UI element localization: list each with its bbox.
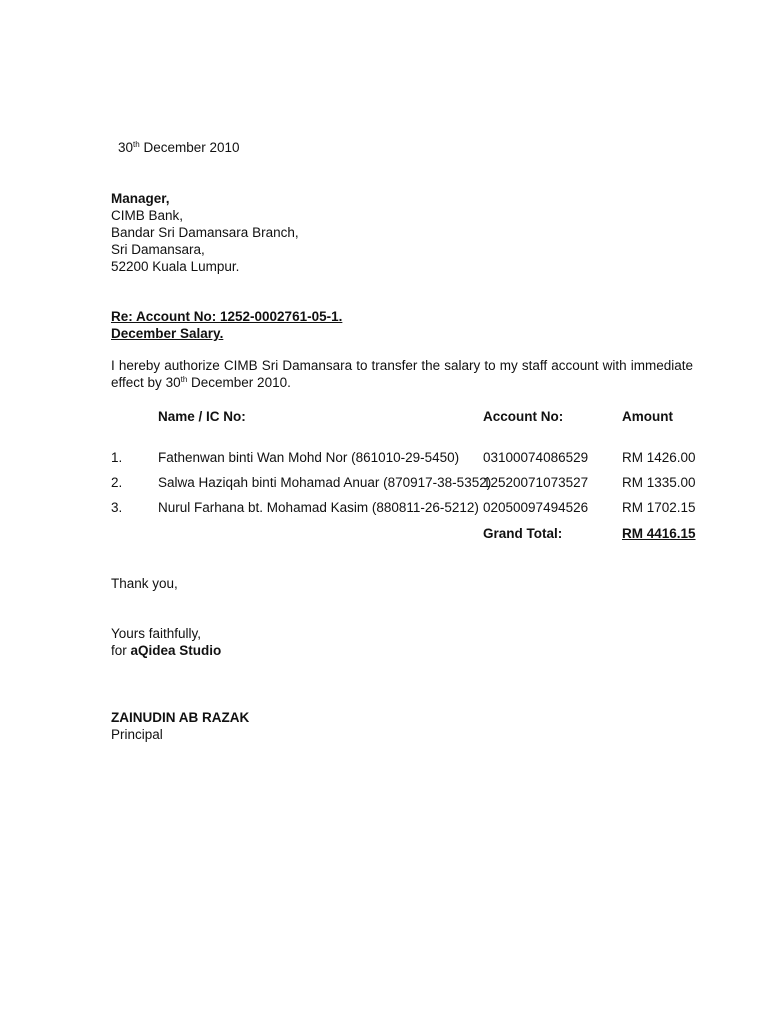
row-account: 12520071073527 [483,475,589,490]
header-name-ic: Name / IC No: [158,409,246,424]
subject-account: Re: Account No: 1252-0002761-05-1. [111,309,343,324]
row-number: 1. [111,450,123,465]
closing-yours: Yours faithfully, [111,626,202,641]
signatory-name: ZAINUDIN AB RAZAK [111,710,250,725]
body-paragraph: I hereby authorize CIMB Sri Damansara to transfer the salary to my staff account with immediate effect by 30th December 2010. [111,358,693,390]
row-amount: RM 1426.00 [622,450,696,465]
row-amount: RM 1335.00 [622,475,696,490]
row-name: Fathenwan binti Wan Mohd Nor (861010-29-5450) [158,450,460,465]
row-number: 2. [111,475,123,490]
signatory-role: Principal [111,727,163,742]
row-name: Nurul Farhana bt. Mohamad Kasim (880811-26-5212) [158,500,479,515]
recipient-line: CIMB Bank, [111,208,184,223]
recipient-line: Bandar Sri Damansara Branch, [111,225,299,240]
recipient-line: Sri Damansara, [111,242,205,257]
header-account: Account No: [483,409,564,424]
row-account: 03100074086529 [483,450,589,465]
letter-date: 30th December 2010 [118,140,240,155]
closing-thanks: Thank you, [111,576,178,591]
row-number: 3. [111,500,123,515]
row-account: 02050097494526 [483,500,589,515]
row-name: Salwa Haziqah binti Mohamad Anuar (870917-38-5352) [158,475,492,490]
recipient-line: 52200 Kuala Lumpur. [111,259,240,274]
row-amount: RM 1702.15 [622,500,696,515]
closing-company-line: for aQidea Studio [111,643,222,658]
subject-topic: December Salary. [111,326,224,341]
header-amount: Amount [622,409,673,424]
company-name: aQidea Studio [130,643,222,658]
grand-total-label: Grand Total: [483,526,563,541]
recipient-title: Manager, [111,191,170,206]
grand-total-value: RM 4416.15 [622,526,696,541]
